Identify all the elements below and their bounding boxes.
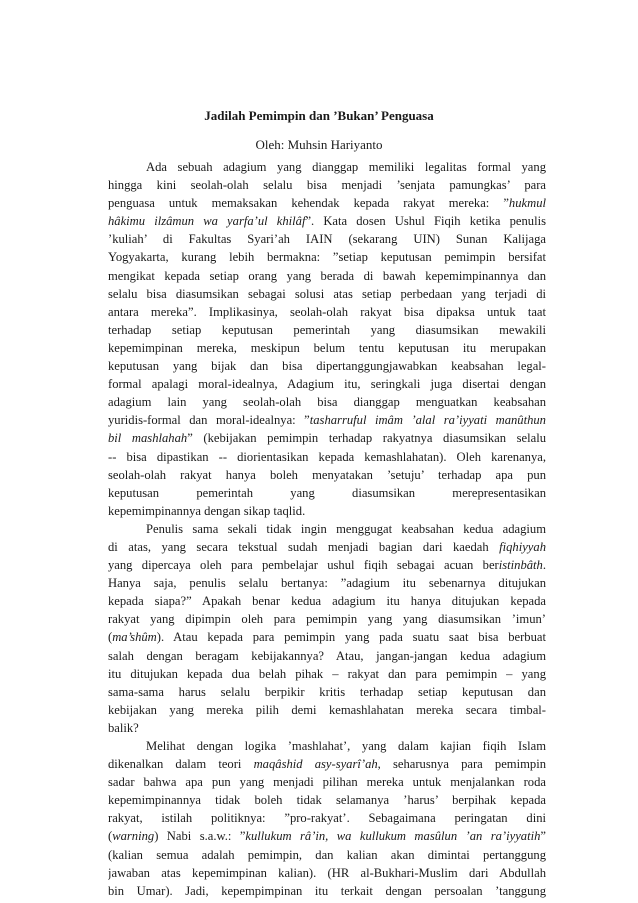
text-segment: adagium lain yang seolah-olah bisa dianggap menguatkan keabsahan bbox=[108, 395, 546, 410]
text-line bbox=[108, 429, 546, 447]
italic-term: istinbâth bbox=[498, 558, 543, 573]
text-line bbox=[108, 194, 546, 212]
italic-term: warning bbox=[112, 829, 155, 844]
text-line bbox=[108, 592, 546, 610]
text-segment: balik? bbox=[108, 720, 139, 735]
text-line bbox=[108, 357, 546, 375]
text-line bbox=[108, 755, 546, 773]
italic-term: tasharruful imâm ’alal ra’iyyati manûthun bbox=[309, 413, 546, 428]
text-line bbox=[108, 538, 546, 556]
text-line bbox=[108, 737, 546, 755]
text-line bbox=[108, 321, 546, 339]
text-line bbox=[108, 248, 546, 266]
text-line bbox=[108, 683, 546, 701]
text-line bbox=[108, 827, 546, 845]
text-segment: formal apalagi moral-idealnya, Adagium itu, seringkali juga disertai dengan bbox=[108, 377, 546, 392]
text-segment: mengikat kepada setiap orang yang berada di bawah kepemimpinannya dan bbox=[108, 268, 546, 283]
text-segment: hingga kini seolah-olah selalu bisa menjadi ’senjata pamungkas’ para bbox=[108, 178, 546, 193]
text-line bbox=[108, 809, 546, 827]
text-segment: jawaban atas kepemimpinan kalian). (HR al-Bukhari-Muslim dari Abdullah bbox=[108, 865, 546, 880]
text-segment: keputusan pemerintah yang diasumsikan merepresentasikan bbox=[108, 485, 546, 500]
text-line bbox=[108, 791, 546, 809]
text-segment: ” (kebijakan pemimpin terhadap rakyatnya diasumsikan selalu bbox=[187, 431, 546, 446]
text-line bbox=[108, 484, 546, 502]
text-line bbox=[108, 610, 546, 628]
text-segment: kebijakan yang mereka pilih demi kemashlahatan mereka secara timbal- bbox=[108, 702, 546, 717]
text-segment: Melihat dengan logika ’mashlahat’, yang dalam kajian fiqih Islam bbox=[146, 739, 546, 753]
text-segment: antara mereka”. Implikasinya, seolah-olah rakyat bisa dipaksa untuk taat bbox=[108, 304, 546, 319]
text-segment: ’kuliah’ di Fakultas Syari’ah IAIN (sekarang UIN) Sunan Kalijaga bbox=[108, 232, 546, 247]
page-title: Jadilah Pemimpin dan ’Bukan’ Penguasa bbox=[204, 108, 434, 123]
text-line bbox=[108, 158, 546, 176]
text-line bbox=[108, 665, 546, 683]
text-segment: di atas, yang secara tekstual sudah menjadi bagian dari kaedah bbox=[108, 539, 500, 554]
text-segment: keputusan yang bijak dan bisa dipertanggungjawabkan keabsahan legal- bbox=[108, 359, 546, 374]
italic-term: fiqhiyyah bbox=[499, 539, 546, 554]
text-line bbox=[108, 466, 546, 484]
text-segment: -- bisa dipastikan -- diorientasikan kepada kemashlahatan). Oleh karenanya, bbox=[108, 449, 546, 464]
text-line bbox=[108, 303, 546, 321]
text-segment: ( bbox=[108, 829, 113, 844]
text-line bbox=[108, 520, 546, 538]
text-segment: dikenalkan dalam teori bbox=[108, 757, 254, 772]
text-line bbox=[108, 212, 546, 230]
text-line bbox=[108, 375, 546, 393]
text-line bbox=[108, 773, 546, 791]
text-segment: terhadap setiap keputusan pemerintah yang diasumsikan mewakili bbox=[108, 322, 546, 337]
text-segment: rakyat yang dipimpin oleh para pemimpin yang yang diasumsikan ’imun’ bbox=[108, 612, 546, 627]
text-segment: Penulis sama sekali tidak ingin menggugat keabsahan kedua adagium bbox=[146, 521, 546, 536]
text-line bbox=[108, 647, 546, 665]
text-segment: seolah-olah rakyat hanya boleh menyatakan ’setuju’ terhadap apa pun bbox=[108, 467, 546, 482]
text-line bbox=[108, 339, 546, 357]
text-line bbox=[108, 846, 546, 864]
text-segment: Hanya saja, penulis selalu bertanya: ”adagium itu sebenarnya ditujukan bbox=[108, 576, 546, 591]
text-line bbox=[108, 882, 546, 900]
author-byline: Oleh: Muhsin Hariyanto bbox=[255, 137, 383, 152]
text-segment: kepemimpinannya dengan sikap taqlid. bbox=[108, 503, 306, 518]
text-line bbox=[108, 267, 546, 285]
italic-term: maqâshid asy-syarî’ah bbox=[253, 757, 378, 772]
text-segment: ). Atau kepada para pemimpin yang pada suatu saat bisa berbuat bbox=[156, 630, 546, 645]
article-body bbox=[108, 158, 546, 900]
text-line bbox=[108, 556, 546, 574]
text-line bbox=[108, 411, 546, 429]
text-segment: itu ditujukan kepada dua belah pihak – rakyat dan para pemimpin – yang bbox=[108, 666, 546, 681]
text-segment: sadar bahwa apa pun yang menjadi pilihan mereka untuk menjalankan roda bbox=[108, 775, 546, 790]
italic-term: hâkimu ilzâmun wa yarfa’ul khilâf bbox=[108, 214, 306, 229]
italic-term: hukmul bbox=[508, 196, 546, 211]
text-line bbox=[108, 628, 546, 646]
italic-term: bil mashlahah bbox=[108, 431, 188, 446]
text-segment: bin Umar). Jadi, kepempimpinan itu terkait dengan persoalan ’tanggung bbox=[108, 883, 546, 898]
text-segment: kepemimpinan mereka, meskipun belum tentu keputusan itu merupakan bbox=[108, 340, 546, 355]
text-segment: yang dipercaya oleh para pembelajar ushul fiqih sebagai acuan ber bbox=[108, 558, 499, 573]
text-segment: sama-sama harus selalu berpikir kritis terhadap setiap keputusan dan bbox=[108, 684, 546, 699]
text-segment: rakyat, istilah politiknya: ”pro-rakyat’. Sebagaimana peringatan dini bbox=[108, 811, 546, 826]
text-line bbox=[108, 574, 546, 592]
text-segment: , seharusnya para pemimpin bbox=[377, 757, 546, 772]
text-segment: selalu bisa diasumsikan sebagai solusi atas setiap perbedaan yang terjadi di bbox=[108, 286, 546, 301]
text-segment: penguasa untuk memaksakan kehendak kepada rakyat mereka: ” bbox=[108, 196, 509, 211]
text-segment: Yogyakarta, kurang lebih bermakna: ”setiap keputusan pemimpin bersifat bbox=[108, 250, 546, 265]
text-segment: ) Nabi s.a.w.: ” bbox=[154, 829, 246, 844]
text-line bbox=[108, 502, 546, 520]
text-line bbox=[108, 230, 546, 248]
text-segment: kepemimpinannya tidak boleh tidak selamanya ’harus’ berpihak kepada bbox=[108, 793, 546, 808]
text-segment: ” bbox=[540, 829, 546, 844]
text-segment: ”. Kata dosen Ushul Fiqih ketika penulis bbox=[305, 214, 546, 229]
text-segment: yuridis-formal dan moral-idealnya: ” bbox=[108, 413, 310, 428]
text-line bbox=[108, 393, 546, 411]
text-line bbox=[108, 864, 546, 882]
text-segment: kepada siapa?” Apakah benar kedua adagium itu hanya ditujukan kepada bbox=[108, 594, 546, 609]
text-segment: salah dengan beragam kebijakannya? Atau, jangan-jangan kedua adagium bbox=[108, 648, 546, 663]
italic-term: kullukum râ’in, wa kullukum masûlun ’an ra’iyyatih bbox=[245, 829, 541, 844]
italic-term: ma’shûm bbox=[112, 630, 157, 645]
text-segment: . bbox=[542, 558, 546, 573]
text-line bbox=[108, 285, 546, 303]
text-segment: Ada sebuah adagium yang dianggap memiliki legalitas formal yang bbox=[146, 160, 546, 174]
text-line bbox=[108, 448, 546, 466]
text-segment: ( bbox=[108, 630, 113, 645]
text-line bbox=[108, 719, 546, 737]
text-line bbox=[108, 701, 546, 719]
text-line bbox=[108, 176, 546, 194]
text-segment: (kalian semua adalah pemimpin, dan kalian akan dimintai pertanggung bbox=[108, 847, 546, 862]
